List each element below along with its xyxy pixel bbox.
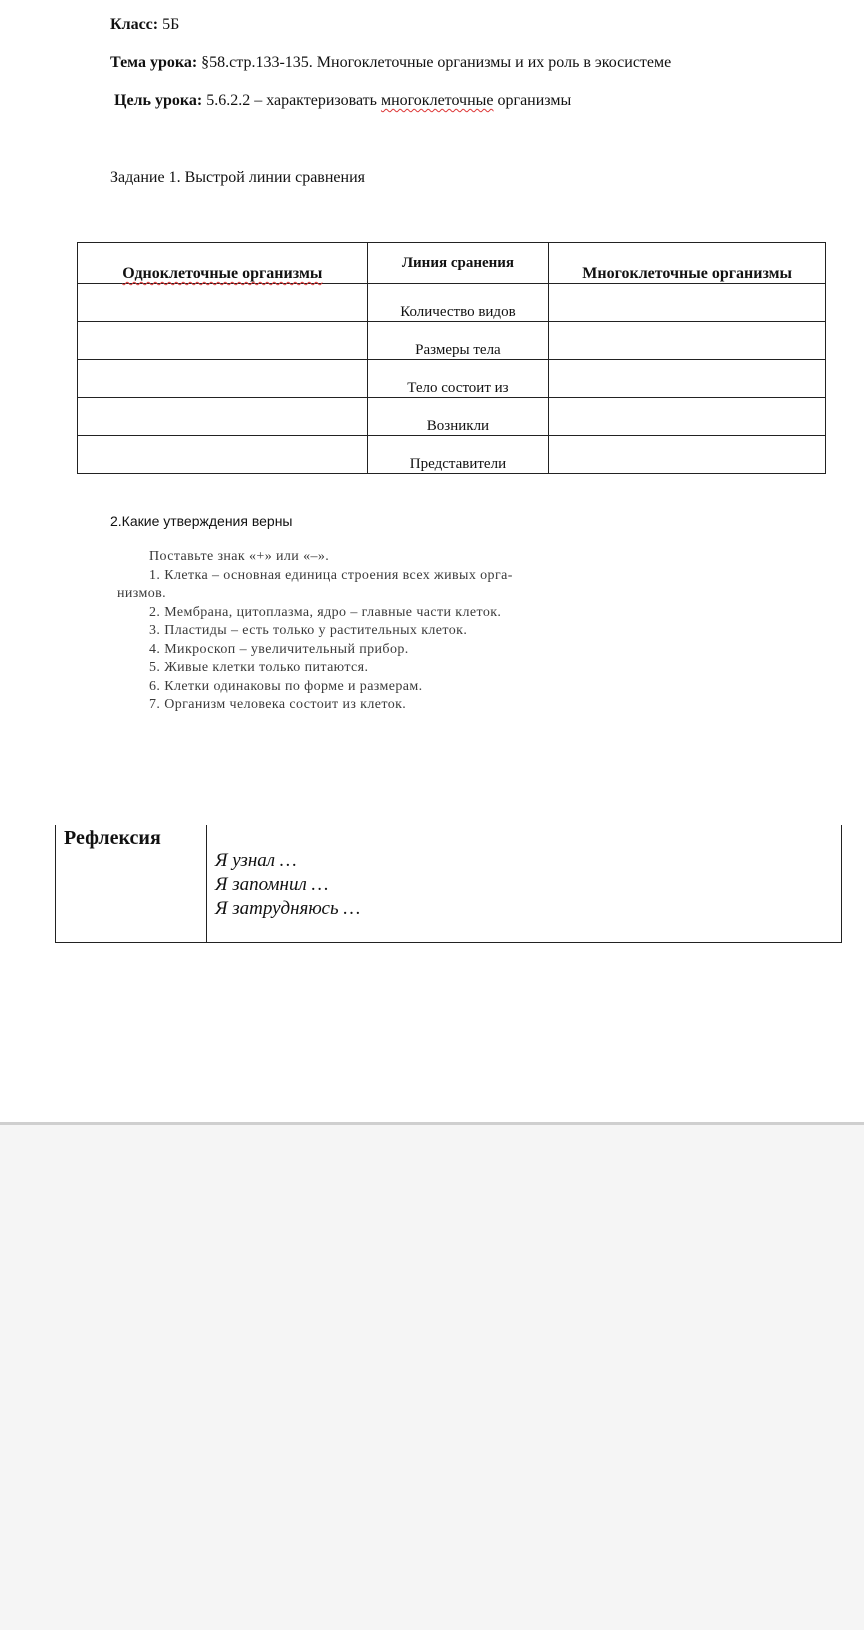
- goal-word-misspell: многоклеточные: [380, 92, 494, 109]
- cell-line: Тело состоит из: [367, 360, 549, 398]
- header-comparison-line: Линия сранения: [367, 243, 549, 284]
- statements-image: [117, 548, 513, 715]
- cell-right-empty[interactable]: [549, 322, 826, 360]
- cell-left-empty[interactable]: [78, 322, 368, 360]
- reflection-items: [215, 849, 360, 921]
- statement-2: 2. Мембрана, цитоплазма, ядро – главные части клеток.: [149, 604, 502, 620]
- statement-instruction: Поставьте знак «+» или «–».: [149, 549, 330, 564]
- topic-line: [110, 54, 671, 72]
- reflection-label: Рефлексия: [64, 827, 161, 849]
- table-row: [78, 436, 826, 474]
- statement-3: 3. Пластиды – есть только у растительных клеток.: [149, 623, 468, 638]
- table-row: [78, 398, 826, 436]
- class-line: [110, 16, 179, 34]
- statement-1: 1. Клетка – основная единица строения всех живых орга-: [149, 567, 513, 583]
- reflection-divider: [206, 825, 207, 942]
- table-header-row: [78, 243, 826, 284]
- table-row: [78, 284, 826, 322]
- class-value: 5Б: [162, 16, 180, 33]
- topic-value: §58.стр.133-135. Многоклеточные организмы и их роль в экосистеме: [201, 54, 672, 71]
- task2-title: 2.Какие утверждения верны: [110, 513, 293, 529]
- cell-line: Возникли: [367, 398, 549, 436]
- cell-right-empty[interactable]: [549, 436, 826, 474]
- class-label: Класс:: [110, 16, 159, 33]
- goal-line: [114, 92, 571, 110]
- cell-left-empty[interactable]: [78, 436, 368, 474]
- statement-1-cont: низмов.: [117, 586, 167, 601]
- cell-left-empty[interactable]: [78, 398, 368, 436]
- reflection-item: Я затрудняюсь …: [215, 898, 361, 919]
- comparison-table: [77, 242, 826, 474]
- cell-line: Представители: [367, 436, 549, 474]
- topic-label: Тема урока:: [110, 54, 198, 71]
- reflection-table: [55, 825, 842, 943]
- header-unicellular: Одноклеточные организмы: [78, 243, 368, 284]
- task1-title: Задание 1. Выстрой линии сравнения: [110, 169, 365, 186]
- goal-label: Цель урока:: [114, 92, 203, 109]
- table-row: [78, 322, 826, 360]
- goal-end: организмы: [497, 92, 572, 109]
- reflection-item: Я узнал …: [215, 850, 297, 871]
- cell-right-empty[interactable]: [549, 360, 826, 398]
- cell-left-empty[interactable]: [78, 284, 368, 322]
- reflection-item: Я запомнил …: [215, 874, 329, 895]
- statement-5: 5. Живые клетки только питаются.: [149, 660, 369, 675]
- statement-4: 4. Микроскоп – увеличительный прибор.: [149, 641, 409, 657]
- cell-right-empty[interactable]: [549, 398, 826, 436]
- cell-line: Размеры тела: [367, 322, 549, 360]
- statement-6: 6. Клетки одинаковы по форме и размерам.: [149, 678, 423, 694]
- cell-right-empty[interactable]: [549, 284, 826, 322]
- cell-line: Количество видов: [367, 284, 549, 322]
- goal-code: 5.6.2.2 – характеризовать: [206, 92, 377, 109]
- cell-left-empty[interactable]: [78, 360, 368, 398]
- statement-7: 7. Организм человека состоит из клеток.: [149, 697, 407, 712]
- table-row: [78, 360, 826, 398]
- header-multicellular: Многоклеточные организмы: [549, 243, 826, 284]
